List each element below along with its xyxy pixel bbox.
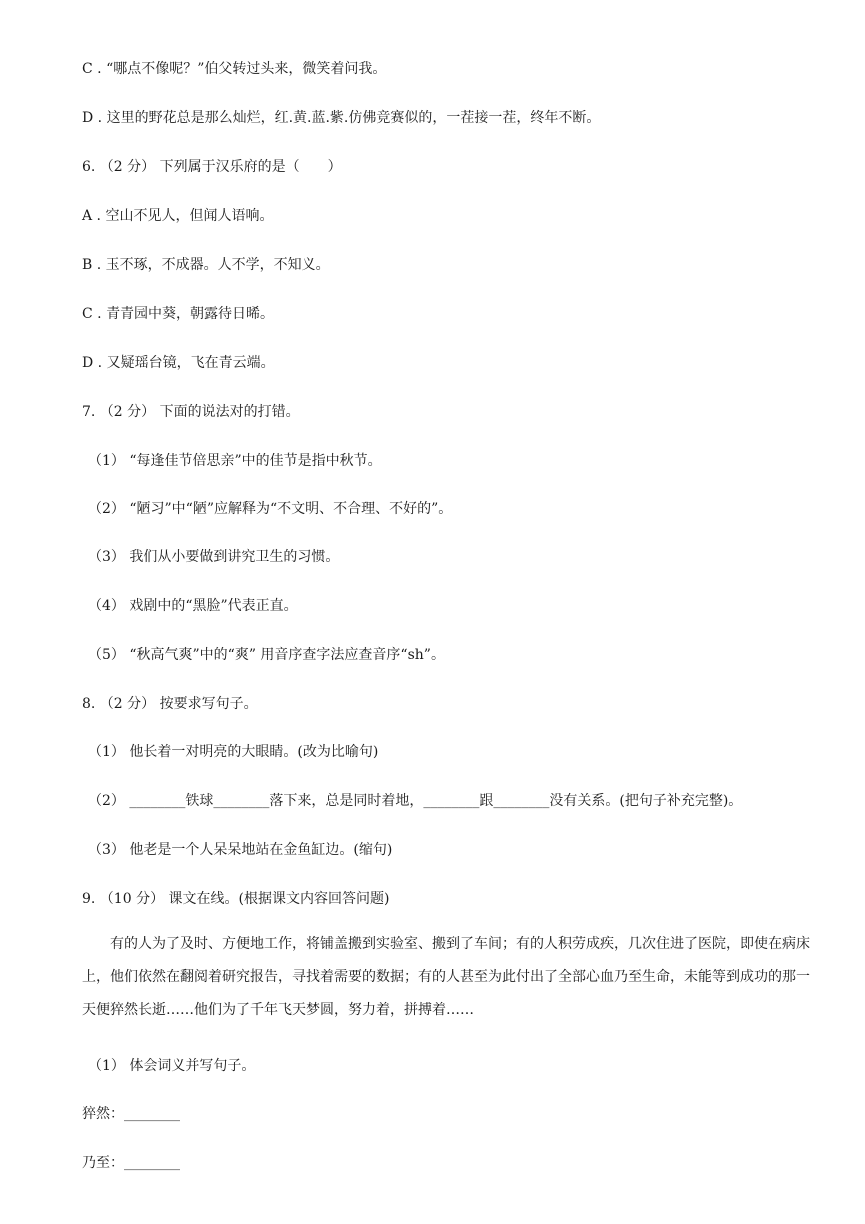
q8-stem: 8. （2 分） 按要求写句子。 [82, 696, 258, 712]
q7-item-3: （3） 我们从小要做到讲究卫生的习惯。 [88, 549, 340, 565]
q8-item-2: （2） ________铁球________落下来，总是同时着地，________跟________没有关系。(把句子补充完整)。 [88, 793, 743, 809]
q9-sub-1: （1） 体会词义并写句子。 [88, 1058, 256, 1074]
q8-item-3: （3） 他老是一个人呆呆地站在金鱼缸边。(缩句) [88, 842, 393, 858]
q9-passage: 有的人为了及时、方便地工作，将铺盖搬到实验室、搬到了车间；有的人积劳成疾，几次住进了医院，即使在病床上，他们依然在翻阅着研究报告，寻找着需要的数据；有的人甚至为此付出了全部心血乃至生命，未能等到成功的那一天便猝然长逝……他们为了千年飞天梦圆，努力着，拼搏着…… [82, 936, 810, 1018]
q7-item-1: （1） “每逢佳节倍思亲”中的佳节是指中秋节。 [88, 453, 382, 469]
q7-item-2: （2） “陋习”中“陋”应解释为“不文明、不合理、不好的”。 [88, 501, 453, 517]
q6-stem: 6. （2 分） 下列属于汉乐府的是（ ） [82, 159, 342, 175]
q7-item-5: （5） “秋高气爽”中的“爽” 用音序查字法应查音序“sh”。 [88, 647, 445, 663]
q5-option-c: C . “哪点不像呢？”伯父转过头来，微笑着问我。 [82, 61, 387, 77]
q5-option-d: D . 这里的野花总是那么灿烂，红.黄.蓝.紫.仿佛竞赛似的，一茬接一茬，终年不断。 [82, 110, 601, 126]
q7-stem: 7. （2 分） 下面的说法对的打错。 [82, 404, 300, 420]
q9-word-2: 乃至：________ [82, 1155, 180, 1171]
q6-option-a: A . 空山不见人，但闻人语响。 [82, 208, 274, 224]
q7-item-4: （4） 戏剧中的“黑脸”代表正直。 [88, 598, 298, 614]
q9-stem: 9. （10 分） 课文在线。(根据课文内容回答问题) [82, 891, 390, 907]
q6-option-b: B . 玉不琢，不成器。人不学，不知义。 [82, 257, 330, 273]
q6-option-c: C . 青青园中葵，朝露待日晞。 [82, 306, 275, 322]
q8-item-1: （1） 他长着一对明亮的大眼睛。(改为比喻句) [88, 744, 379, 760]
q9-word-1: 猝然：________ [82, 1106, 180, 1122]
q6-option-d: D . 又疑瑶台镜，飞在青云端。 [82, 355, 275, 371]
